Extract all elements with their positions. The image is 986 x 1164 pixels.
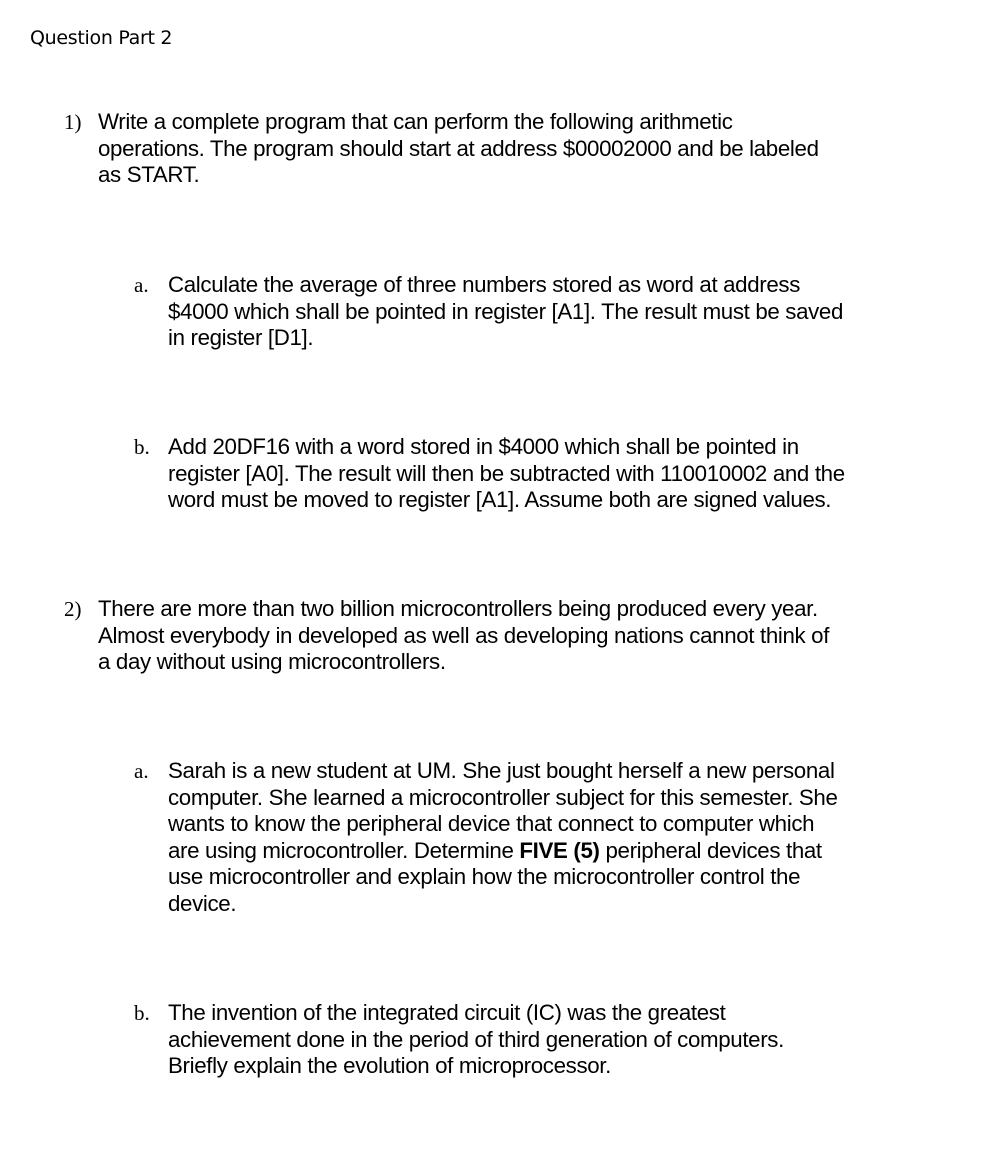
- question-2a-line-4-start: are using microcontroller. Determine: [168, 837, 514, 863]
- question-2a-line-1: Sarah is a new student at UM. She just bought herself a new personal: [168, 758, 835, 783]
- question-2-line-2: Almost everybody in developed as well as developing nations cannot think of: [98, 622, 830, 648]
- question-1a-line-2: $4000 which shall be pointed in register [A1]. The result must be saved: [168, 298, 844, 324]
- question-2a-line-4-end: peripheral devices that: [605, 837, 822, 863]
- question-2a-marker: a.: [134, 759, 149, 783]
- question-2a-line-5: use microcontroller and explain how the microcontroller control the: [168, 864, 801, 890]
- question-2-number: 2): [64, 597, 82, 621]
- question-1-number: 1): [64, 110, 82, 134]
- question-1-line-2: operations. The program should start at address $00002000 and be labeled: [98, 135, 819, 161]
- question-2b-marker: b.: [134, 1001, 150, 1025]
- bold-emphasis: FIVE (5): [519, 837, 600, 863]
- question-1a-marker: a.: [134, 273, 149, 297]
- question-2b-line-2: achievement done in the period of third generation of computers.: [168, 1026, 784, 1052]
- question-1-line-3: as START.: [98, 162, 200, 188]
- question-1a-line-3: in register [D1].: [168, 325, 314, 351]
- question-2a-line-4: [168, 838, 838, 865]
- question-1b-text: [168, 434, 845, 514]
- question-2a-line-2: computer. She learned a microcontroller subject for this semester. She: [168, 784, 838, 810]
- question-1-line-1: Write a complete program that can perform the following arithmetic: [98, 109, 733, 134]
- question-2-text: [98, 596, 829, 676]
- question-1a-line-1: Calculate the average of three numbers stored as word at address: [168, 272, 801, 297]
- question-1a-text: [168, 272, 843, 352]
- question-2a-line-3: wants to know the peripheral device that connect to computer which: [168, 811, 815, 837]
- question-2-line-3: a day without using microcontrollers.: [98, 649, 446, 675]
- question-2b-line-3: Briefly explain the evolution of microprocessor.: [168, 1053, 611, 1079]
- question-1b-line-2: register [A0]. The result will then be subtracted with 110010002 and the: [168, 460, 845, 486]
- page-heading: Question Part 2: [30, 27, 173, 49]
- question-2b-text: [168, 1000, 784, 1080]
- question-2a-line-6: device.: [168, 890, 237, 916]
- question-1b-line-1: Add 20DF16 with a word stored in $4000 which shall be pointed in: [168, 434, 799, 459]
- question-1b-line-3: word must be moved to register [A1]. Assume both are signed values.: [168, 487, 832, 513]
- question-2a-text: [168, 758, 838, 918]
- question-2b-line-1: The invention of the integrated circuit (IC) was the greatest: [168, 1000, 726, 1025]
- question-2-line-1: There are more than two billion microcontrollers being produced every year.: [98, 596, 818, 621]
- question-1-text: [98, 109, 819, 189]
- question-1b-marker: b.: [134, 435, 150, 459]
